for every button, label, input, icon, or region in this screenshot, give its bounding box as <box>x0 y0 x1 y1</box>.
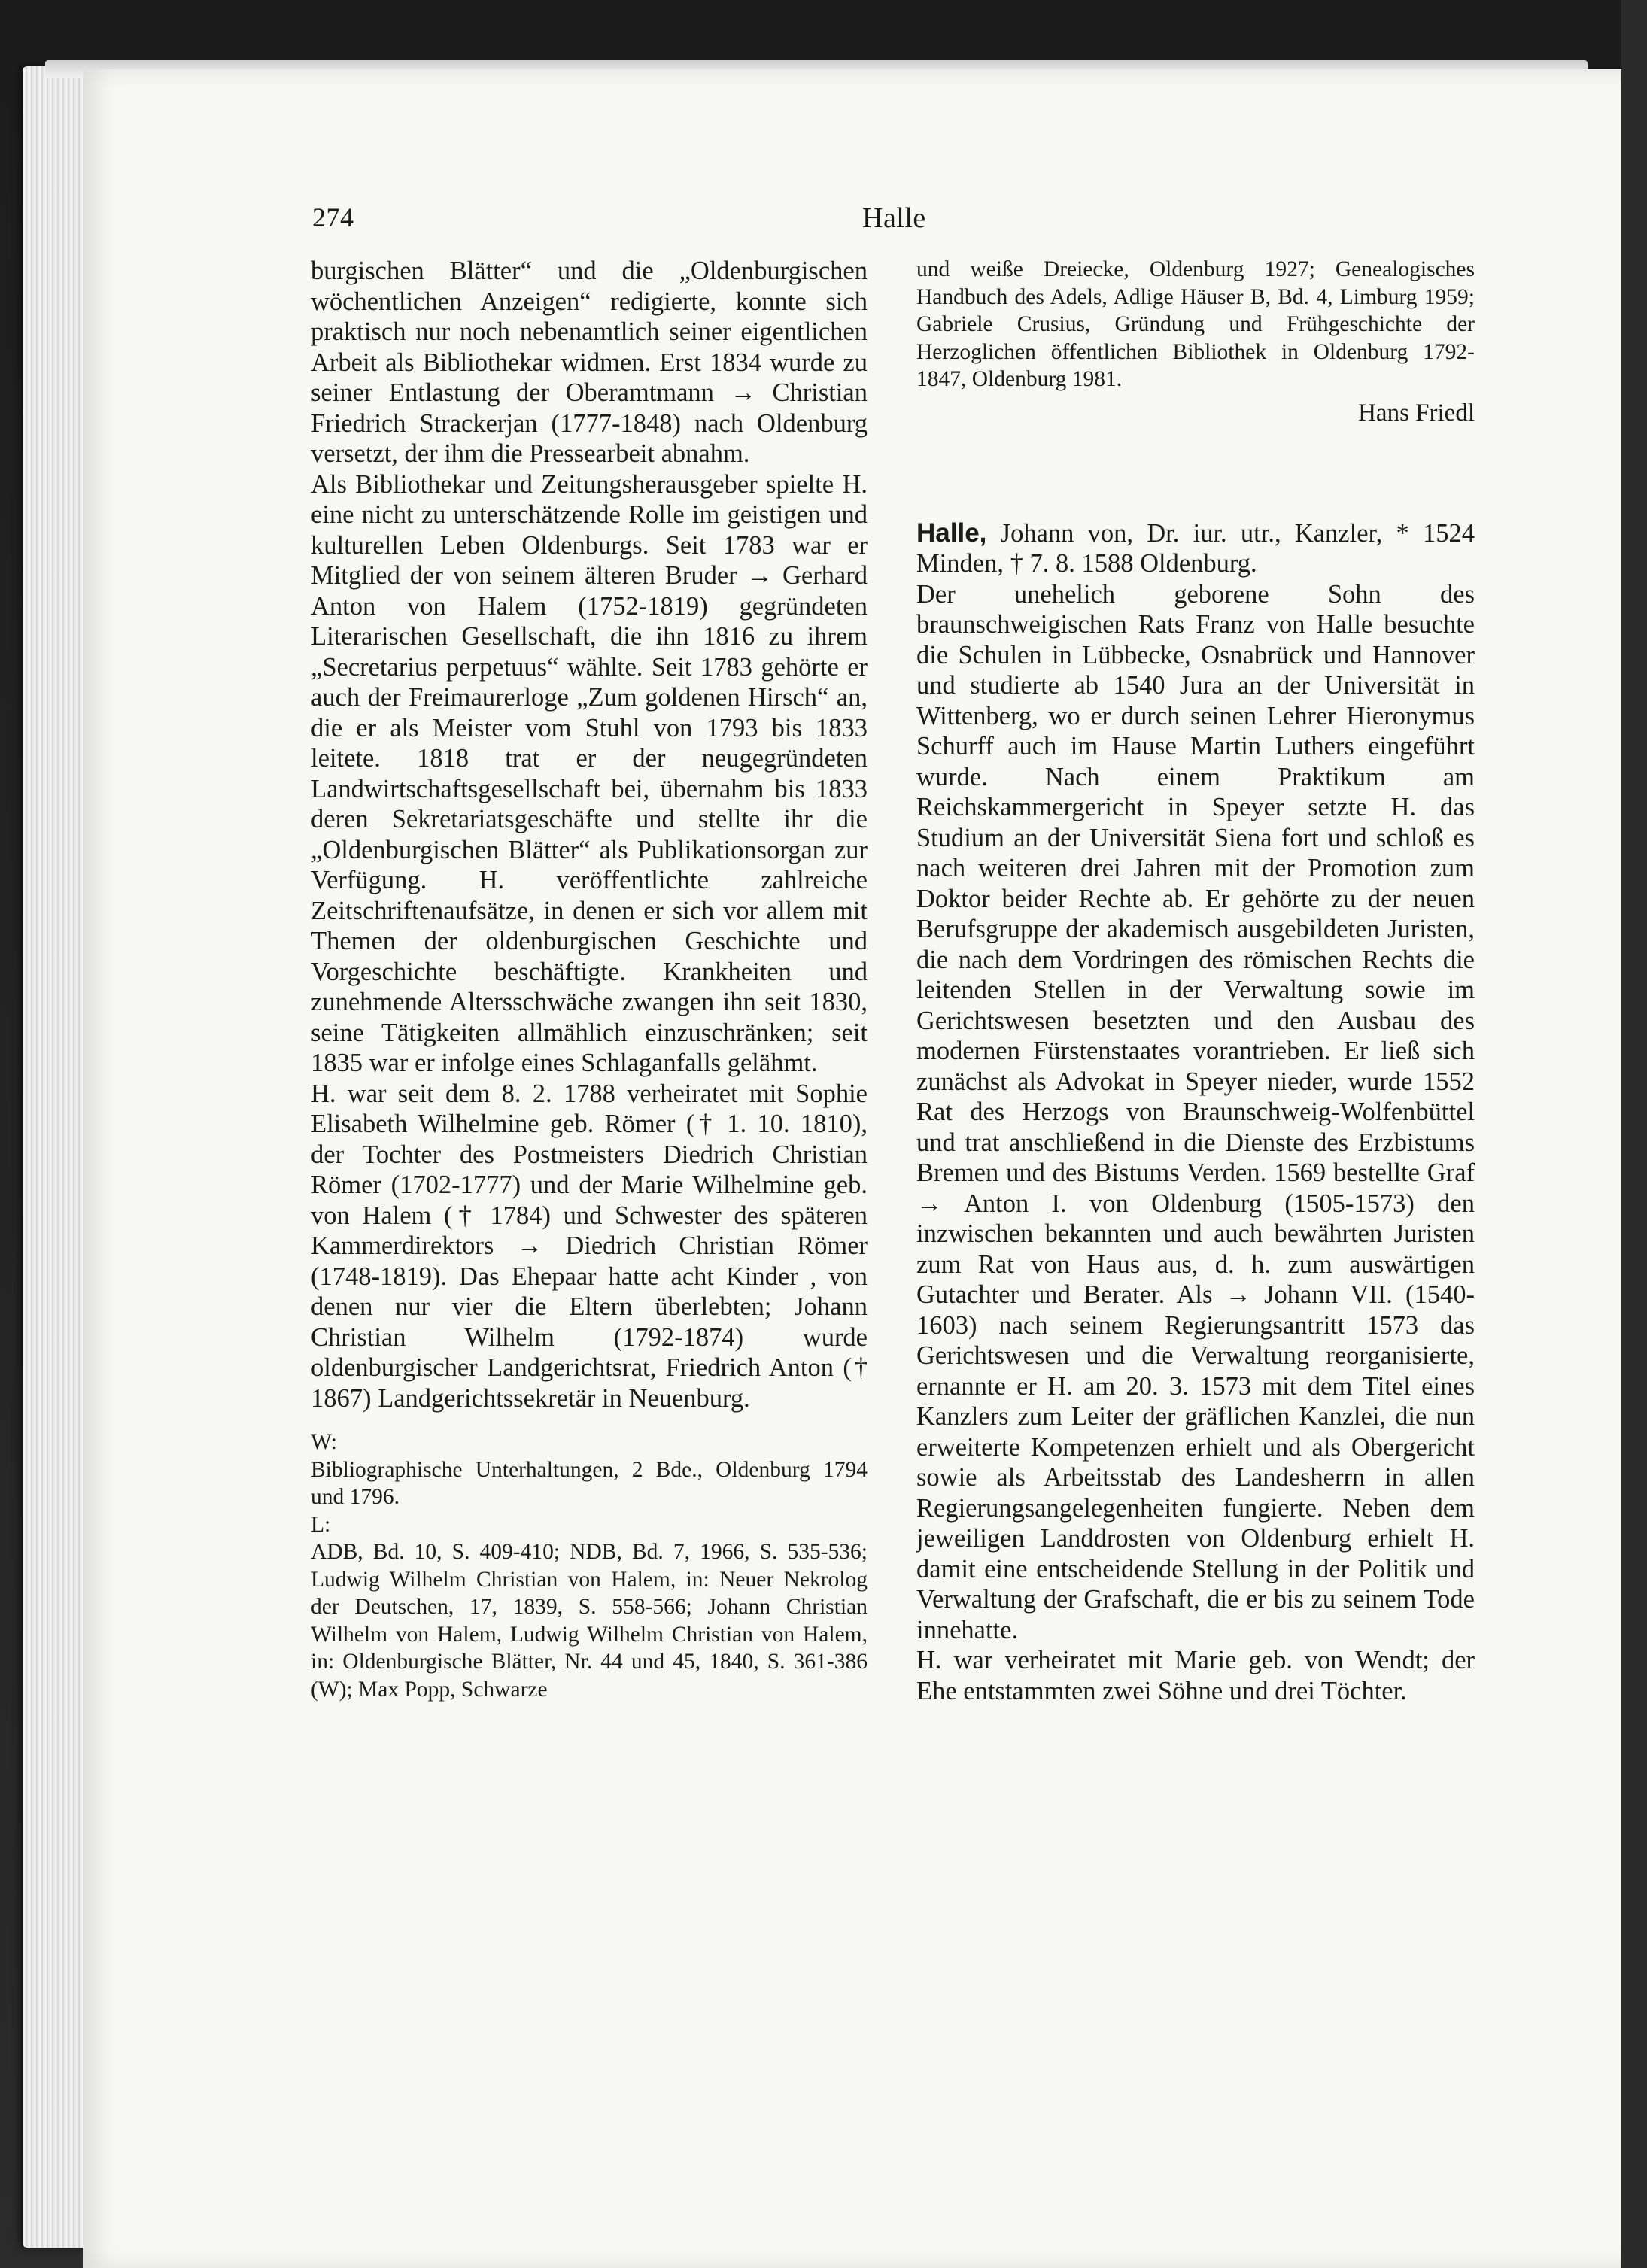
entry-heading-details: Johann von, Dr. iur. utr., Kanzler, * 1524 Minden, † 7. 8. 1588 Oldenburg. <box>916 518 1475 578</box>
literature-text: ADB, Bd. 10, S. 409-410; NDB, Bd. 7, 1966, S. 535-536; Ludwig Wilhelm Christian von Halem, in: Neuer Nekrolog der Deutschen, 17, 1839, S. 558-566; Johann Christian Wilhelm von Halem, Ludwig Wilhelm Christian von Halem, in: Oldenburgische Blätter, Nr. 44 und 45, 1840, S. 361-386 (W); Max Popp, Schwarze <box>311 1540 868 1702</box>
paragraph: H. war verheiratet mit Marie geb. von Wendt; der Ehe entstammten zwei Söhne und drei Töchter. <box>916 1646 1475 1705</box>
entry-name: Halle, <box>916 518 987 548</box>
author-signature: Hans Friedl <box>1358 399 1475 427</box>
right-column <box>916 256 1475 1706</box>
left-column <box>311 256 868 1703</box>
page-number: 274 <box>312 202 354 232</box>
scan-border-right <box>1621 0 1647 2268</box>
literature-text-continued: und weiße Dreiecke, Oldenburg 1927; Genealogisches Handbuch des Adels, Adlige Häuser B, Bd. 4, Limburg 1959; Gabriele Crusius, Gründung und Frühgeschichte der Herzoglichen öffentlichen Bibliothek in Oldenburg 1792-1847, Oldenburg 1981. <box>916 257 1475 391</box>
entry-heading <box>916 518 1475 579</box>
running-head: Halle <box>862 202 926 234</box>
paragraph: H. war seit dem 8. 2. 1788 verheiratet mit Sophie Elisabeth Wilhelmine geb. Römer († 1. 10. 1810), der Tochter des Postmeisters Diedrich Christian Römer (1702-1777) und der Marie Wilhelmine geb. von Halem († 1784) und Schwester des späteren Kammerdirektors → Diedrich Christian Römer (1748-1819). Das Ehepaar hatte acht Kinder , von denen nur vier die Eltern überlebten; Johann Christian Wilhelm (1792-1874) wurde oldenburgischer Landgerichtsrat, Friedrich Anton († 1867) Landgerichtssekretär in Neuenburg. <box>311 1079 868 1413</box>
paragraph: Der unehelich geborene Sohn des braunschweigischen Rats Franz von Halle besuchte die Schulen in Lübbecke, Osnabrück und Hannover und studierte ab 1540 Jura an der Universität in Wittenberg, wo er durch seinen Lehrer Hieronymus Schurff auch im Hause Martin Luthers eingeführt wurde. Nach einem Praktikum am Reichskammergericht in Speyer setzte H. das Studium an der Universität Siena fort und schloß es nach weiteren drei Jahren mit der Promotion zum Doktor beider Rechte ab. Er gehörte zu der neuen Berufsgruppe der akademisch ausgebildeten Juristen, die nach dem Vordringen des römischen Rechts die leitenden Stellen in der Verwaltung sowie im Gerichtswesen besetzten und den Ausbau des modernen Fürstenstaates vorantrieben. Er ließ sich zunächst als Advokat in Speyer nieder, wurde 1552 Rat des Herzogs von Braunschweig-Wolfenbüttel und trat anschließend in die Dienste des Erzbistums Bremen und des Bistums Verden. 1569 bestellte Graf → Anton I. von Oldenburg (1505-1573) den inzwischen bekannten und auch bewährten Juristen zum Rat von Haus aus, d. h. zum auswärtigen Gutachter und Berater. Als → Johann VII. (1540-1603) nach seinem Regierungsantritt 1573 das Gerichtswesen und die Verwaltung reorganisierte, ernannte er H. am 20. 3. 1573 mit dem Titel eines Kanzlers zum Leiter der gräflichen Kanzlei, die nun erweiterte Kompetenzen erhielt und als Obergericht sowie als Arbeitsstab des Landesherrn in allen Regierungsangelegenheiten fungierte. Neben dem jeweiligen Landdrosten von Oldenburg erhielt H. damit eine entscheidende Stellung in der Politik und Verwaltung der Grafschaft, die er bis zu seinem Tode innehatte. <box>916 579 1475 1644</box>
works-text: Bibliographische Unterhaltungen, 2 Bde., Oldenburg 1794 und 1796. <box>311 1457 868 1509</box>
paragraph: burgischen Blätter“ und die „Oldenburgischen wöchentlichen Anzeigen“ redigierte, konnte sich praktisch nur noch nebenamtlich seiner eigentlichen Arbeit als Bibliothekar widmen. Erst 1834 wurde zu seiner Entlastung der Oberamtmann → Christian Friedrich Strackerjan (1777-1848) nach Oldenburg versetzt, der ihm die Pressearbeit abnahm. <box>311 257 868 468</box>
literature-label: L: <box>311 1512 331 1537</box>
paragraph: Als Bibliothekar und Zeitungsherausgeber spielte H. eine nicht zu unterschätzende Rolle im geistigen und kulturellen Leben Oldenburgs. Seit 1783 war er Mitglied der von seinem älteren Bruder → Gerhard Anton von Halem (1752-1819) gegründeten Literarischen Gesellschaft, die ihn 1816 zu ihrem „Secretarius perpetuus“ wählte. Seit 1783 gehörte er auch der Freimaurerloge „Zum goldenen Hirsch“ an, die er als Meister vom Stuhl von 1793 bis 1833 leitete. 1818 trat er der neugegründeten Landwirtschaftsgesellschaft bei, übernahm bis 1833 deren Sekretariatsgeschäfte und stellte ihr die „Oldenburgischen Blätter“ als Publikationsorgan zur Verfügung. H. veröffentlichte zahlreiche Zeitschriftenaufsätze, in denen er sich vor allem mit Themen der oldenburgischen Geschichte und Vorgeschichte beschäftigte. Krankheiten und zunehmende Altersschwäche zwangen ihn seit 1830, seine Tätigkeiten allmählich einzuschränken; seit 1835 war er infolge eines Schlaganfalls gelähmt. <box>311 469 868 1077</box>
works-label: W: <box>311 1430 337 1454</box>
